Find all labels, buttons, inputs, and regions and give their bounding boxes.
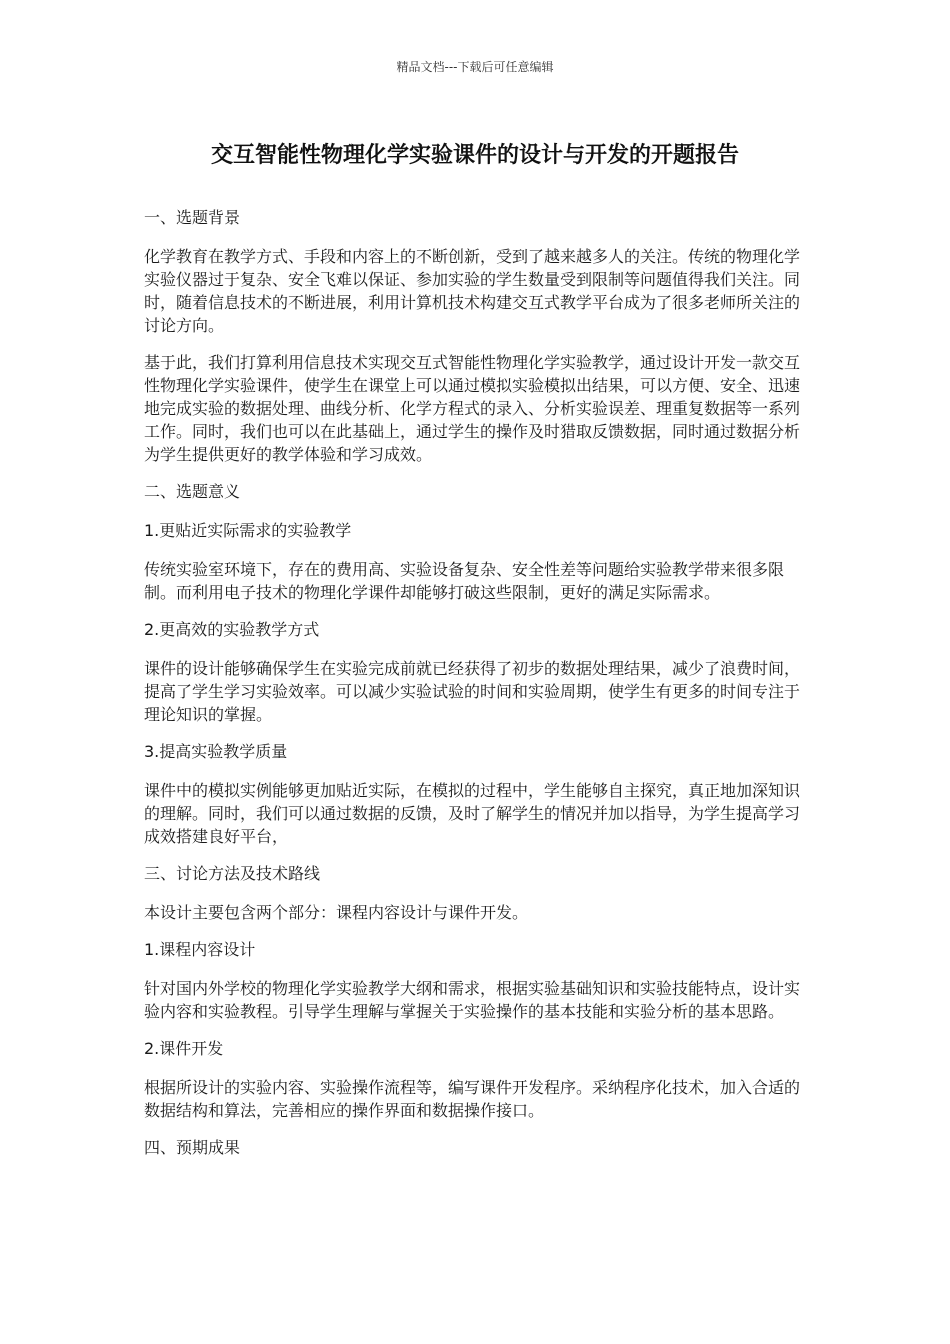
section-heading: 三、讨论方法及技术路线: [144, 864, 321, 883]
paragraph: 基于此，我们打算利用信息技术实现交互式智能性物理化学实验教学，通过设计开发一款交互性物理化学实验课件，使学生在课堂上可以通过模拟实验模拟出结果，可以方便、安全、迅速地完成实验的数据处理、曲线分析、化学方程式的录入、分析实验误差、理重复数据等一系列工作。同时，我们也可以在此基础上，通过学生的操作及时猎取反馈数据，同时通过数据分析为学生提供更好的教学体验和学习成效。: [144, 353, 801, 464]
paragraph: 化学教育在教学方式、手段和内容上的不断创新，受到了越来越多人的关注。传统的物理化学实验仪器过于复杂、安全飞难以保证、参加实验的学生数量受到限制等问题值得我们关注。同时，随着信息技术的不断进展，利用计算机技术构建交互式教学平台成为了很多老师所关注的讨论方向。: [144, 247, 801, 335]
subsection-heading: 2.课件开发: [144, 1039, 224, 1058]
section-heading: 四、预期成果: [144, 1138, 241, 1157]
paragraph: 针对国内外学校的物理化学实验教学大纲和需求，根据实验基础知识和实验技能特点，设计实验内容和实验教程。引导学生理解与掌握关于实验操作的基本技能和实验分析的基本思路。: [144, 979, 801, 1021]
document-body: [144, 206, 804, 1175]
paragraph: 根据所设计的实验内容、实验操作流程等，编写课件开发程序。采纳程序化技术，加入合适的数据结构和算法，完善相应的操作界面和数据操作接口。: [144, 1078, 801, 1120]
subsection-heading: 2.更高效的实验教学方式: [144, 620, 320, 639]
paragraph: 课件中的模拟实例能够更加贴近实际，在模拟的过程中，学生能够自主探究，真正地加深知识的理解。同时，我们可以通过数据的反馈，及时了解学生的情况并加以指导，为学生提高学习成效搭建良好平台，: [144, 781, 801, 846]
subsection-heading: 1.课程内容设计: [144, 940, 256, 959]
section-heading: 二、选题意义: [144, 482, 241, 501]
paragraph: 本设计主要包含两个部分：课程内容设计与课件开发。: [144, 903, 529, 922]
paragraph: 课件的设计能够确保学生在实验完成前就已经获得了初步的数据处理结果，减少了浪费时间，提高了学生学习实验效率。可以减少实验试验的时间和实验周期，使学生有更多的时间专注于理论知识的掌握。: [144, 659, 801, 724]
subsection-heading: 1.更贴近实际需求的实验教学: [144, 521, 352, 540]
subsection-heading: 3.提高实验教学质量: [144, 742, 288, 761]
document-title: 交互智能性物理化学实验课件的设计与开发的开题报告: [210, 143, 739, 168]
section-heading: 一、选题背景: [144, 208, 241, 227]
paragraph: 传统实验室环境下，存在的费用高、实验设备复杂、安全性差等问题给实验教学带来很多限制。而利用电子技术的物理化学课件却能够打破这些限制，更好的满足实际需求。: [144, 560, 785, 602]
header-note: 精品文档---下载后可任意编辑: [396, 60, 554, 74]
